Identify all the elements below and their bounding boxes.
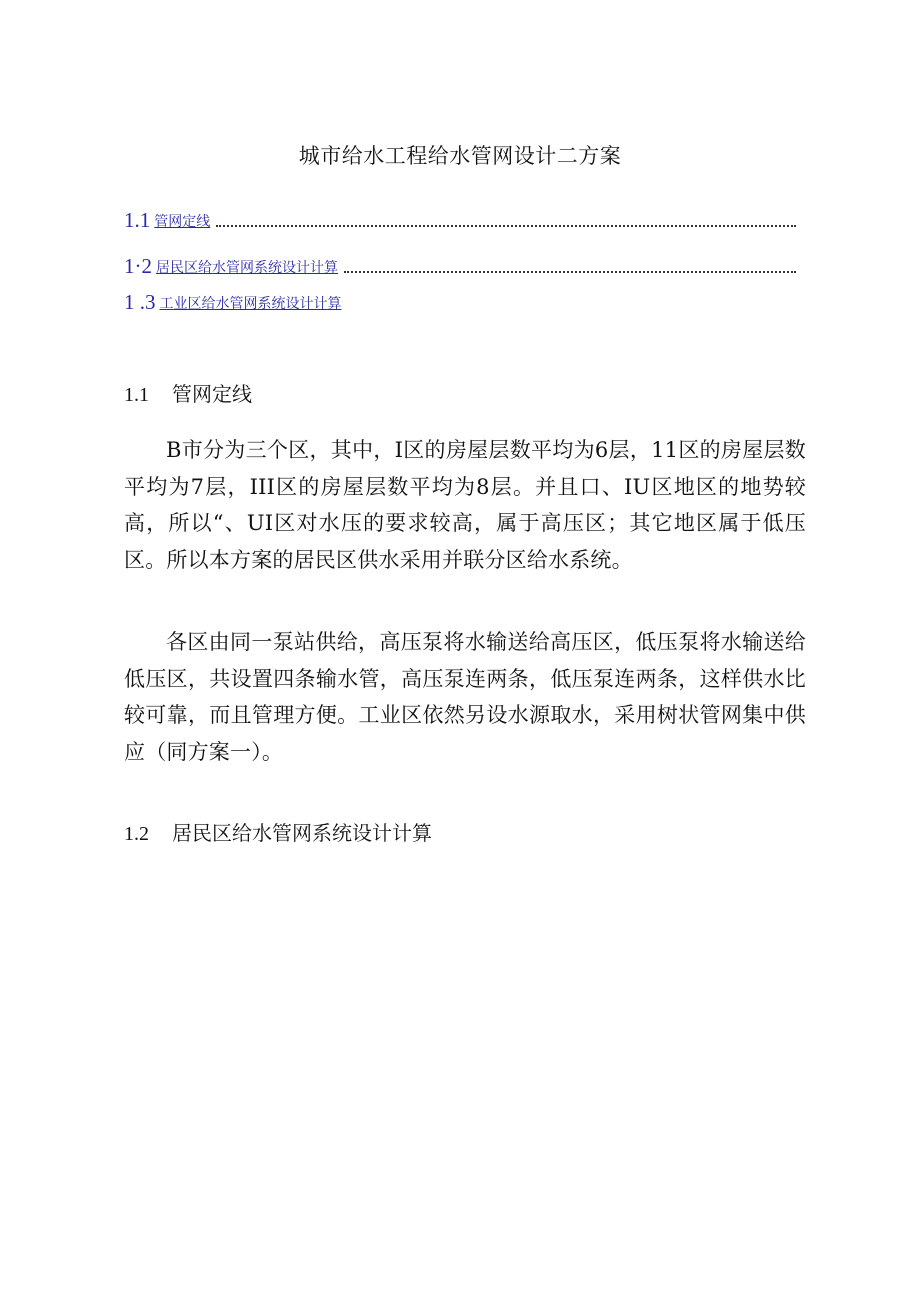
section-title: 管网定线: [172, 382, 252, 406]
section-heading-1-1: [124, 380, 252, 409]
body-paragraph-2: 各区由同一泵站供给，高压泵将水输送给高压区，低压泵将水输送给低压区，共设置四条输水管，高压泵连两条，低压泵连两条，这样供水比较可靠，而且管理方便。工业区依然另设水源取水，采用树状管网集中供应（同方案一）。: [124, 630, 806, 764]
toc-dot-leader: [216, 225, 796, 227]
toc-item-number: 1.1: [124, 208, 151, 232]
toc-item-number: 1 .3: [124, 290, 156, 314]
toc-item-label[interactable]: 工业区给水管网系统设计计算: [159, 296, 342, 312]
body-paragraph-1: B市分为三个区，其中，I区的房屋层数平均为6层，11区的房屋层数平均为7层，III区的房屋层数平均为8层。并且口、IU区地区的地势较高，所以“、UI区对水压的要求较高，属于高压区；其它地区属于低压区。所以本方案的居民区供水采用并联分区给水系统。: [124, 438, 806, 572]
section-number: 1.2: [124, 823, 149, 845]
toc-item-1[interactable]: [124, 208, 796, 232]
toc-item-3[interactable]: [124, 290, 342, 314]
toc-item-label[interactable]: 居民区给水管网系统设计计算: [156, 260, 338, 276]
toc-item-2[interactable]: [124, 254, 796, 278]
toc-item-label[interactable]: 管网定线: [154, 214, 211, 230]
section-title: 居民区给水管网系统设计计算: [172, 821, 432, 845]
section-heading-1-2: [124, 819, 432, 848]
document-title: 城市给水工程给水管网设计二方案: [298, 144, 622, 168]
toc-dot-leader: [344, 271, 796, 273]
section-number: 1.1: [124, 384, 149, 406]
toc-item-number: 1·2: [124, 254, 152, 278]
